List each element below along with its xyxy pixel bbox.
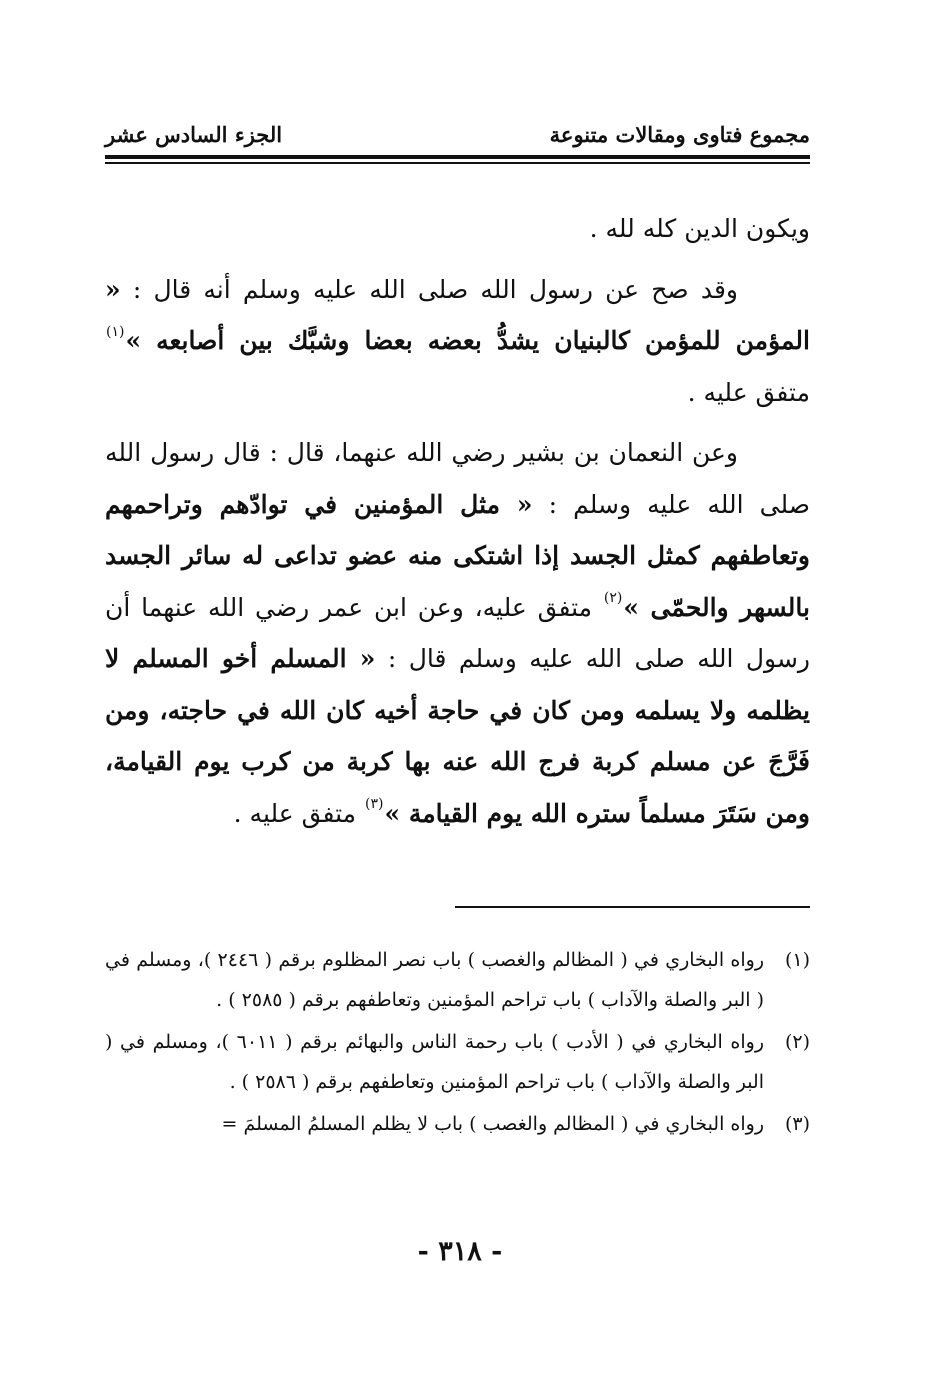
footnote-number: (٢) — [784, 1031, 810, 1053]
paragraph-2 — [105, 264, 810, 419]
hadith-1: « المؤمن للمؤمن كالبنيان يشدُّ بعضه بعضا وشبَّك بين أصابعه » — [105, 274, 810, 355]
header-rule-thick — [105, 155, 810, 159]
paragraph-3-intro: وعن النعمان بن بشير رضي الله عنهما، قال : قال رسول الله صلى الله عليه وسلم : — [105, 438, 810, 519]
running-header — [105, 118, 810, 150]
main-text — [105, 203, 810, 839]
paragraph-2-tail: متفق عليه . — [687, 377, 810, 407]
paragraph-3 — [105, 427, 810, 839]
footnotes — [105, 940, 810, 1146]
hadith-3: « المسلم أخو المسلم لا يظلمه ولا يسلمه ومن كان في حاجة أخيه كان الله في حاجته، ومن فَرَّجَ عن مسلم كربة فرج الله عنه بها كربة من كرب يوم القيامة، ومن سَتَرَ مسلماً ستره الله يوم القيامة » — [105, 644, 810, 828]
footnote-ref-2: (٢) — [603, 590, 623, 607]
paragraph-1-text: ويكون الدين كله لله . — [589, 214, 810, 243]
paragraph-1 — [105, 203, 810, 255]
hadith-2: « مثل المؤمنين في توادّهم وتراحمهم وتعاطفهم كمثل الجسد إذا اشتكى منه عضو تداعى له سائر الجسد بالسهر والحمّى » — [105, 489, 810, 622]
footnote-ref-3: (٣) — [365, 796, 384, 813]
footnote-number: (١) — [784, 949, 810, 971]
paragraph-3-mid: متفق عليه، وعن ابن عمر رضي الله عنهما أن رسول الله صلى الله عليه وسلم قال : — [105, 592, 810, 673]
footnote-item — [105, 940, 810, 1020]
footnote-text: رواه البخاري في ( المظالم والغصب ) باب نصر المظلوم برقم ( ٢٤٤٦ )، ومسلم في ( البر والصلة والآداب ) باب تراحم المؤمنين وتعاطفهم برقم ( ٢٥٨٥ ) . — [105, 949, 764, 1011]
footnote-ref-1: (١) — [106, 323, 125, 340]
header-rule-thin — [105, 162, 810, 164]
book-title: مجموع فتاوى ومقالات متنوعة — [549, 121, 810, 147]
paragraph-3-tail: متفق عليه . — [233, 798, 357, 828]
footnote-item — [105, 1104, 810, 1144]
footnote-text: رواه البخاري في ( المظالم والغصب ) باب لا يظلم المسلمُ المسلمَ = — [221, 1113, 764, 1135]
footnote-number: (٣) — [784, 1113, 810, 1135]
paragraph-2-intro: وقد صح عن رسول الله صلى الله عليه وسلم أنه قال : — [132, 274, 739, 304]
footnote-text: رواه البخاري في ( الأدب ) باب رحمة الناس والبهائم برقم ( ٦٠١١ )، ومسلم في ( البر والصلة والآداب ) باب تراحم المؤمنين وتعاطفهم برقم ( ٢٥٨٦ ) . — [105, 1031, 764, 1093]
footnote-separator — [455, 906, 810, 908]
page-number: - ٣١٨ - — [417, 1236, 503, 1267]
volume-label: الجزء السادس عشر — [105, 121, 283, 147]
footnote-item — [105, 1022, 810, 1102]
